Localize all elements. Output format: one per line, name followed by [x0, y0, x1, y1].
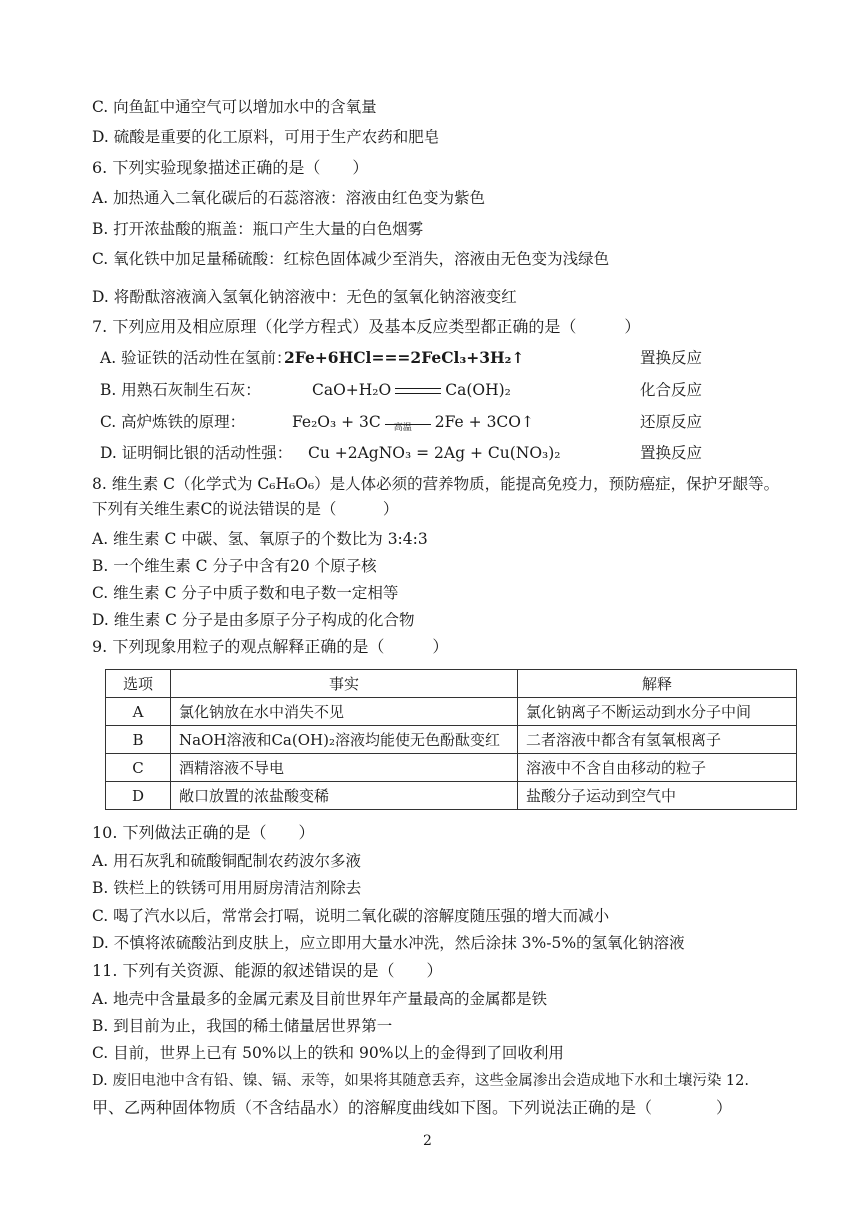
table-row: [106, 782, 797, 810]
table-row: [106, 698, 797, 726]
q5-option-c: C. 向鱼缸中通空气可以增加水中的含氧量: [92, 98, 377, 116]
table-row: [106, 726, 797, 754]
table-header: 选项: [106, 670, 171, 698]
q10-stem: 10. 下列做法正确的是（ ）: [92, 823, 315, 842]
q11-option-d: D. 废旧电池中含有铅、镍、镉、汞等，如果将其随意丢弃，这些金属渗出会造成地下水和土壤污染 12.: [92, 1073, 749, 1089]
q8-stem-line1: 8. 维生素 C（化学式为 C₆H₆O₆）是人体必须的营养物质，能提高免疫力，预防癌症，保护牙龈等。: [92, 475, 780, 493]
q7-option-a-type: 置换反应: [640, 349, 703, 367]
q7-option-b-lhs: CaO+H₂O: [312, 381, 392, 399]
q7-stem: 7. 下列应用及相应原理（化学方程式）及基本反应类型都正确的是（ ）: [92, 317, 641, 336]
table-cell: 氯化钠放在水中消失不见: [171, 698, 518, 726]
q11-option-c: C. 目前，世界上已有 50%以上的铁和 90%以上的金得到了回收利用: [92, 1044, 564, 1062]
q11-option-b: B. 到目前为止，我国的稀土储量居世界第一: [92, 1017, 393, 1035]
table-cell: 溶液中不含自由移动的粒子: [518, 754, 797, 782]
table-cell: 二者溶液中都含有氢氧根离子: [518, 726, 797, 754]
q12-stem: 甲、乙两种固体物质（不含结晶水）的溶解度曲线如下图。下列说法正确的是（ ）: [92, 1098, 733, 1117]
q10-option-b: B. 铁栏上的铁锈可用用厨房清洁剂除去: [92, 879, 362, 897]
table-cell: NaOH溶液和Ca(OH)₂溶液均能使无色酚酞变红: [171, 726, 518, 754]
q7-option-c-rhs: 2Fe + 3CO↑: [434, 413, 534, 431]
q7-option-b-label: B. 用熟石灰制生石灰：: [100, 381, 261, 399]
q6-option-a: A. 加热通入二氧化碳后的石蕊溶液：溶液由红色变为紫色: [92, 189, 486, 207]
reaction-arrow-icon: [385, 416, 431, 433]
page-number: 2: [423, 1133, 432, 1149]
reaction-condition: 高温: [393, 423, 412, 433]
q6-option-c: C. 氧化铁中加足量稀硫酸：红棕色固体减少至消失，溶液由无色变为浅绿色: [92, 250, 610, 268]
q9-table: [105, 669, 797, 810]
q8-option-d: D. 维生素 C 分子是由多原子分子构成的化合物: [92, 611, 415, 629]
q7-option-c-lhs: Fe₂O₃ + 3C: [292, 413, 381, 431]
q7-option-d-label: D. 证明铜比银的活动性强：: [100, 444, 293, 462]
q11-option-a: A. 地壳中含量最多的金属元素及目前世界年产量最高的金属都是铁: [92, 990, 548, 1008]
q9-stem: 9. 下列现象用粒子的观点解释正确的是（ ）: [92, 637, 449, 656]
q7-option-d-type: 置换反应: [640, 444, 703, 462]
table-cell: 酒精溶液不导电: [171, 754, 518, 782]
q7-option-c-label: C. 高炉炼铁的原理：: [100, 413, 246, 431]
q7-option-a-label: A. 验证铁的活动性在氢前：: [100, 349, 292, 367]
table-cell: D: [106, 782, 171, 810]
table-cell: 敞口放置的浓盐酸变稀: [171, 782, 518, 810]
q8-stem-line2: 下列有关维生素C的说法错误的是（ ）: [92, 500, 399, 518]
q8-option-a: A. 维生素 C 中碳、氢、氧原子的个数比为 3:4:3: [92, 530, 428, 548]
q7-option-c: [100, 410, 740, 434]
table-header-row: [106, 670, 797, 698]
equals-sign: ===: [371, 348, 411, 367]
q7-option-b: [100, 378, 740, 402]
table-cell: A: [106, 698, 171, 726]
q7-option-a-equation: [284, 346, 524, 370]
q11-stem: 11. 下列有关资源、能源的叙述错误的是（ ）: [92, 961, 443, 980]
table-header: 事实: [171, 670, 518, 698]
table-cell: C: [106, 754, 171, 782]
table-cell: B: [106, 726, 171, 754]
q6-stem: 6. 下列实验现象描述正确的是（ ）: [92, 158, 369, 177]
q7-option-c-type: 还原反应: [640, 413, 703, 431]
table-row: [106, 754, 797, 782]
q8-option-b: B. 一个维生素 C 分子中含有20 个原子核: [92, 557, 377, 575]
q10-option-c: C. 喝了汽水以后，常常会打嗝，说明二氧化碳的溶解度随压强的增大而减小: [92, 907, 610, 925]
table-cell: 盐酸分子运动到空气中: [518, 782, 797, 810]
q7-option-a: [100, 346, 740, 370]
q7-option-b-type: 化合反应: [640, 381, 703, 399]
q6-option-d: D. 将酚酞溶液滴入氢氧化钠溶液中：无色的氢氧化钠溶液变红: [92, 288, 517, 306]
q10-option-d: D. 不慎将浓硫酸沾到皮肤上，应立即用大量水冲洗，然后涂抹 3%-5%的氢氧化钠溶液: [92, 934, 685, 952]
q5-option-d: D. 硫酸是重要的化工原料，可用于生产农药和肥皂: [92, 128, 440, 146]
q8-option-c: C. 维生素 C 分子中质子数和电子数一定相等: [92, 584, 399, 602]
table-header: 解释: [518, 670, 797, 698]
q7-option-d: [100, 441, 740, 465]
q7-option-b-rhs: Ca(OH)₂: [445, 381, 511, 399]
q7-option-a-rhs: 2FeCl₃+3H₂↑: [410, 348, 525, 367]
q7-option-b-equation: [312, 378, 511, 402]
q10-option-a: A. 用石灰乳和硫酸铜配制农药波尔多液: [92, 852, 362, 870]
q6-option-b: B. 打开浓盐酸的瓶盖：瓶口产生大量的白色烟雾: [92, 220, 424, 238]
q7-option-a-lhs: 2Fe+6HCl: [284, 348, 372, 367]
q7-option-c-equation: [292, 410, 534, 434]
double-line-equals-icon: [395, 384, 441, 398]
table-cell: 氯化钠离子不断运动到水分子中间: [518, 698, 797, 726]
q7-option-d-equation: Cu +2AgNO₃ = 2Ag + Cu(NO₃)₂: [308, 444, 561, 462]
